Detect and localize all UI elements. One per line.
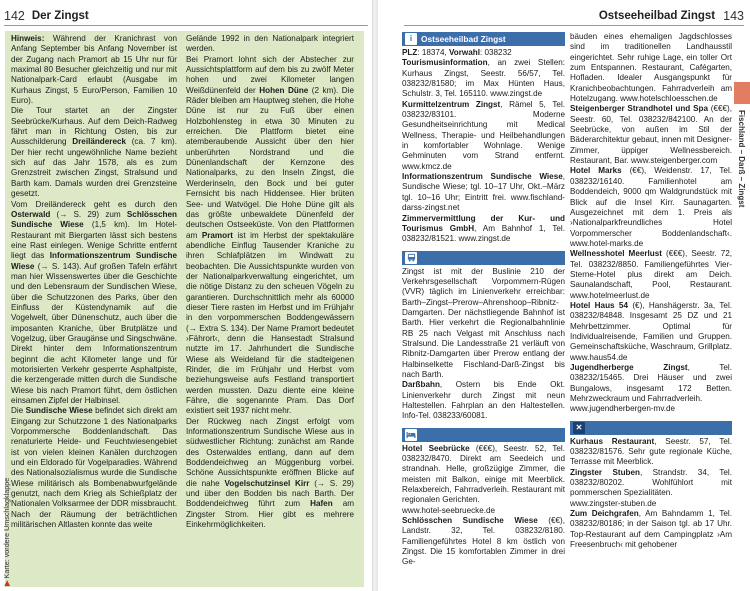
bold-text-run: Darßbahn xyxy=(402,380,440,390)
bold-text-run: PLZ xyxy=(402,48,418,57)
bold-text-run: Hotel Marks xyxy=(570,166,622,176)
bold-text-run: Hohen Düne xyxy=(259,85,309,95)
bold-text-run: Schlösschen Sundische Wiese xyxy=(11,209,177,230)
text-run: (€€€), Seestr. 52, Tel. 038232/8470. Direkt am Seedeich und strandnah. Helle, großzügige Zimmer, die meisten mit Balkon, einige mit Meerblick. Relaxbereich, Fahrradverleih. Restaurant mit regionalen Gerichten. xyxy=(402,443,565,505)
bold-text-run: Kurhaus Restaurant xyxy=(570,436,655,446)
bold-text-run: Zingster Stuben xyxy=(570,467,640,477)
map-reference-text: ▶ Karte: vordere Umschlagklappe xyxy=(2,477,11,586)
info-column-2 xyxy=(570,32,732,557)
text-run: Bei Pramort lohnt sich der Abstecher zur Aussichtsplattform auf dem bis zu zwölf Meter hohen und zwei Kilometer langen Weißdünenfeld der xyxy=(186,54,354,95)
right-page xyxy=(378,0,750,591)
info-column-1 xyxy=(402,32,565,574)
bold-text-run: Wellnesshotel Meerlust xyxy=(570,249,662,259)
text-run: www.jugendherbergen-mv.de xyxy=(570,404,676,414)
bold-text-run: Hotel Haus 54 xyxy=(570,300,628,310)
bold-text-run: Hinweis: xyxy=(11,34,45,43)
text-run: www.hotel-seebruecke.de xyxy=(402,505,496,515)
bold-text-run: Pramort xyxy=(201,230,233,240)
text-run: (€€€), Seestr. 60, Tel. 038232/842100. An der Seebrücke, von außen im Stil der Bäderarchitektur gebaut, innen mit Designer-Zimmer, üppiger Wellnessbereich. Restaurant, Bar. www.steigenberger.com xyxy=(570,104,732,166)
bold-text-run: Steigenberger Strandhotel und Spa xyxy=(570,104,708,114)
transport-header xyxy=(402,251,565,265)
text-run: Während der Kranichrast von Anfang September bis Anfang November ist der Zugang nach Pramort ab 15 Uhr nur für maximal 80 Besucher gleichzeitig und nur mit Nationalpark-Card erlaubt (Ausgabe im Kurhaus Zingst, 5 Euro/Person, Familien 10 Euro). xyxy=(11,34,177,106)
bold-text-run: Informationszentrum Sundische Wiese xyxy=(402,172,563,182)
bold-text-run: Zum Deichgrafen xyxy=(570,509,639,519)
accommodation-section-continued xyxy=(570,32,732,415)
text-run: , Tel. 038232/15465. Drei Häuser und zwei Bungalows, insgesamt 172 Betten. Mehrzweckraum und Fahrradverleih. xyxy=(570,363,732,404)
tourist-info-section xyxy=(402,48,565,245)
text-run: (2 km). Die Räder bleiben am Hauptweg stehen, die Hohe Düne ist nur zu Fuß über einen Holzbohlensteg in etwa 30 Minuten zu erreichen. Die Plattform bietet eine atemberaubende Aussicht über den hier unberührten Nordstrand und die Dünenlandschaft der Kernzone des Nationalparks, zu den Inseln Zingst, die Werderinseln, den Bock und bei guter Fernsicht bis nach Hiddensee. Hier brüten See- und Watvögel. Die Hohe Düne gilt als das größte unbewaldete Dünenfeld der deutschen Ostseeküste. Von den Plattformen am xyxy=(186,85,354,240)
text-run: Die Tour startet an der Zingster Seebrücke/Kurhaus. Auf dem Deich-Radweg fährt man in Richtung Osten, bis zur Ausschilderung xyxy=(11,106,177,147)
page-number: 143 xyxy=(723,9,744,23)
bold-text-run: Informationszentrum Sundische Wiese xyxy=(11,251,177,271)
tour-description-box xyxy=(5,31,364,587)
info-box-title: Ostseeheilbad Zingst xyxy=(421,33,506,44)
bold-text-run: Kurmittelzentrum Zingst xyxy=(402,99,501,109)
bold-text-run: Jugendherberge Zingst xyxy=(570,363,688,372)
info-icon: i xyxy=(405,33,417,45)
bold-text-run: Schlösschen Sundische Wiese xyxy=(402,516,538,526)
info-box-header xyxy=(402,32,565,46)
text-run: Gelände 1992 in den Nationalpark integriert werden. xyxy=(186,34,354,54)
bold-text-run: Vorwahl xyxy=(448,48,480,57)
text-run: (€), Hanshägerstr. 3a, Tel. 038232/84848. Insgesamt 25 DZ und 21 Mehrbettzimmer. Optimal für Individualreisende, Familien und Gruppen. Gemeinschaftsküche, Waschraum, Grillplatz. www.haus54.de xyxy=(570,300,733,362)
tour-text-column-2 xyxy=(186,34,354,531)
text-run: , Am Bahnhof 1, Tel. 038232/81521. www.zingst.de xyxy=(402,223,565,244)
text-run: , Rämel 5, Tel. 038232/83101. Moderne Gesundheitseinrichtung mit Medical Wellness, Therapie- und Heilbehandlungen in komfortabler Wohnlage. Wenige Gehminuten vom Strand entfernt. www.kmcz.de xyxy=(402,99,566,171)
text-run: , an zwei Stellen: Kurhaus Zingst, Seestr. 56/57, Tel. 038232/81580; im Max Hünten Haus, Schulstr. 3, Tel. 165110. www.zingst.de xyxy=(402,58,565,99)
chapter-label-text: Fischland – Darß – Zingst xyxy=(737,110,746,208)
left-page xyxy=(0,0,372,591)
text-run: Der Rückweg nach Zingst erfolgt vom Informationszentrum Sundische Wiese aus in südwestlicher Richtung: zunächst am Rande des Osterwaldes entlang, dann auf dem Boddendeichweg an Müggenburg vorbei. Schöne Aussichtspunkte eröffnen Blicke auf die nahe xyxy=(186,416,354,488)
text-run: , Seestr. 57, Tel. 038232/81576. Sehr gute regionale Küche, Terrasse mit Meerblick. xyxy=(570,436,732,467)
accommodation-section xyxy=(402,444,565,568)
map-reference-note xyxy=(0,426,12,586)
bold-text-run: Zimmervermittlung der Kur- und Tourismus GmbH xyxy=(402,213,565,233)
text-run: , Strandstr. 34, Tel. 038232/80202. Wohlfühlort mit pommerschen Spezialitäten. xyxy=(570,467,732,498)
restaurants-header xyxy=(570,421,732,435)
text-run: bäuden eines ehemaligen Jagdschlosses sind im traditionellen Landhausstil eingerichtet. Sehr ruhige Lage, ein toller Ort zum Entspannen. Restaurant, Cafégarten, Hofladen. Idealer Ausgangspunkt für Kranichbeobachtungen. Fahrradverleih am Hotelzugang. www.hotelschloesschen.de xyxy=(570,32,732,104)
running-title: Der Zingst xyxy=(31,10,89,22)
transport-section xyxy=(402,267,565,422)
fork-knife-icon: ✕ xyxy=(573,422,585,434)
running-title: Ostseeheilbad Zingst xyxy=(598,10,716,22)
bold-text-run: Tourismusinformation xyxy=(402,58,488,68)
text-run: (€€€), Seestr. 72, Tel. 038232/8850. Familiengeführtes Vier-Sterne-Hotel plus direkt am Deich. Saunalandschaft, Pool, Restaurant. www.hotelmeerlust.de xyxy=(570,249,732,300)
bold-text-run: Hafen xyxy=(310,499,333,509)
accommodation-header xyxy=(402,428,565,442)
left-page-header xyxy=(4,6,368,26)
text-run: am Zingster Strom. Hier gibt es mehrere Einkehrmöglichkeiten. xyxy=(186,499,354,530)
text-run: , Am Bahndamm 1, Tel. 038232/80186; in der Saison tgl. ab 17 Uhr. Top-Restaurant auf dem Campingplatz ›Am Freesenbruch‹ mit gehobener xyxy=(570,509,732,550)
text-run: : 18374, xyxy=(417,48,449,57)
restaurants-section xyxy=(570,437,732,551)
bold-text-run: Dreiländereck xyxy=(72,137,127,147)
text-run: , Ostern bis Ende Okt. Linienverkehr durch Zingst mit neun Haltestellen. Fahrplan an den Haltestellen. Info-Tel. 038233/60081. xyxy=(402,380,565,421)
chapter-label xyxy=(736,110,748,260)
text-run: Vom Dreiländereck geht es durch den xyxy=(11,199,177,209)
bold-text-run: Osterwald xyxy=(11,209,51,219)
bold-text-run: Sundische Wiese xyxy=(25,406,93,416)
text-run: (→ S. 29) und über den Bodden bis nach Barth. Der Boddendeichweg führt zum xyxy=(186,478,354,509)
text-run: www.zingster-stuben.de xyxy=(570,498,657,508)
text-run: (1,5 km). Im Hotel-Restaurant mit Biergarten lässt sich bestens eine Rast einlegen. Wenige Schritte entfernt liegt das xyxy=(11,220,177,261)
page-number: 142 xyxy=(4,9,25,23)
text-run: Die xyxy=(11,406,26,416)
text-run: (ca. 7 km). Der hier recht ungewöhnliche Name bezieht sich auf das Jahr 1578, als es zum Grenzstreit zwischen Zingst, Stralsund und Barth kam. Damals wurden drei Grenzsteine gesetzt. xyxy=(11,137,177,199)
text-run: befindet sich direkt am Eingang zur Schutzzone 1 des Nationalparks Vorpommersche Boddenlandschaft. Das renaturierte Heide- und Feuchtwiesengebiet ist von vielen kleinen Kanälen durchzogen und ein Eldorado für Vogelparadies. Während des Nationalsozialismus wurde die Sundische Wiese militärisch als Bombenabwurfgelände genutzt, nach dem Krieg als Schießplatz der Nationalen Volksarmee der DDR missbraucht. Nach der Räumung der beträchtlichen militärischen Altlasten konnte das weite xyxy=(11,406,177,530)
text-run: , Sundische Wiese; tgl. 10–17 Uhr, Okt.–März tgl. 10–16 Uhr; Eintritt frei. www.fischland-darss-zingst.net xyxy=(402,172,565,213)
text-run: : 038232 xyxy=(479,48,512,57)
chapter-tab xyxy=(734,82,750,104)
bed-icon xyxy=(405,429,417,441)
tour-text-column-1 xyxy=(11,34,177,531)
bold-text-run: Vogelschutzinsel Kirr xyxy=(224,478,310,488)
bus-icon xyxy=(405,252,417,264)
right-page-header xyxy=(404,6,744,26)
text-run: (€€), Landstr. 32, Tel. 038232/8180. Familiengeführtes Hotel 8 km östlich von Zingst. Die 15 komfortablen Zimmer in drei Ge- xyxy=(402,516,565,567)
text-run: (→ S. 29) zum xyxy=(50,209,127,219)
text-run: Zingst ist mit der Buslinie 210 der Verkehrsgesellschaft Vorpommern-Rügen (VVR) täglich im Linienverkehr erreichbar: Barth–Zingst–Prerow–Ahrenshoop–Ribnitz-Damgarten. Der nächstliegende Bahnhof ist Barth. Hier verkehrt die Regionalbahnlinie RB 25 nach Velgast mit Anschluss nach Stralsund. Die Landesstraße 21 verläuft von Ribnitz-Damgarten über Prerow entlang der Halbinselkette Fischland-Darß-Zingst bis nach Barth. xyxy=(402,266,565,379)
text-run: (→ S. 143). Auf großen Tafeln erfährt man hier Wissenswertes über die Geschichte und den Lebensraum der Sundischen Wiese, über die Schutzzonen des Parks, über den Einfluss der Küstendynamik auf die Vogelwelt, über Dünenschutz, auch über die imposanten Kraniche, über Brutplätze und Vogelzug, über Graugänse und Singschwäne. Direkt hinter dem Informationszentrum beginnt die acht Kilometer lange und für motorisierten Verkehr gesperrte Asphaltpiste, die kerzengerade mitten durch die Sundische Wiese bis nach Pramort führt, dem östlichen einsamen Zipfel der Halbinsel. xyxy=(11,261,177,406)
text-run: ist im Herbst der spektakuläre abendliche Einflug Tausender Kraniche zu ihren Schlafplätzen im Windwatt zu beobachten. Die Aussichtspunkte wurden von der Nationalparkverwaltung eingerichtet, um die nötige Distanz zu den scheuen Vögeln zu garantieren. Durchschnittlich mehr als 60000 dieser Tiere rasten im Herbst und im Frühjahr in den vorpommerschen Boddengewässern (→ Extra S. 134). Der Name Pramort bedeutet ›Fährort‹, denn die Hansestadt Stralsund nutzte im 17. Jahrhundert die Sundische Wiese als Weideland für die stadteigenen Rinder, die im Frühjahr und Herbst vom beziehungsweise aufs Festland transportiert werden mussten. Dazu diente eine kleine Fähre, die sogenannte Pram. Das Dorf existiert seit 1937 nicht mehr. xyxy=(186,230,354,416)
text-run: (€€), Weidenstr. 17, Tel. 038232/16140. Familienhotel am Boddendeich, 9000 qm Waldgrundstück mit Blick auf die Insel Kirr. Saunagarten. Ausgezeichnet mit dem 1. Preis als ›Nationalparkfreundliches Hotel Vorpommerscher Boddenlandschaft‹. www.hotel-marks.de xyxy=(570,166,733,248)
bold-text-run: Hotel Seebrücke xyxy=(402,443,470,453)
